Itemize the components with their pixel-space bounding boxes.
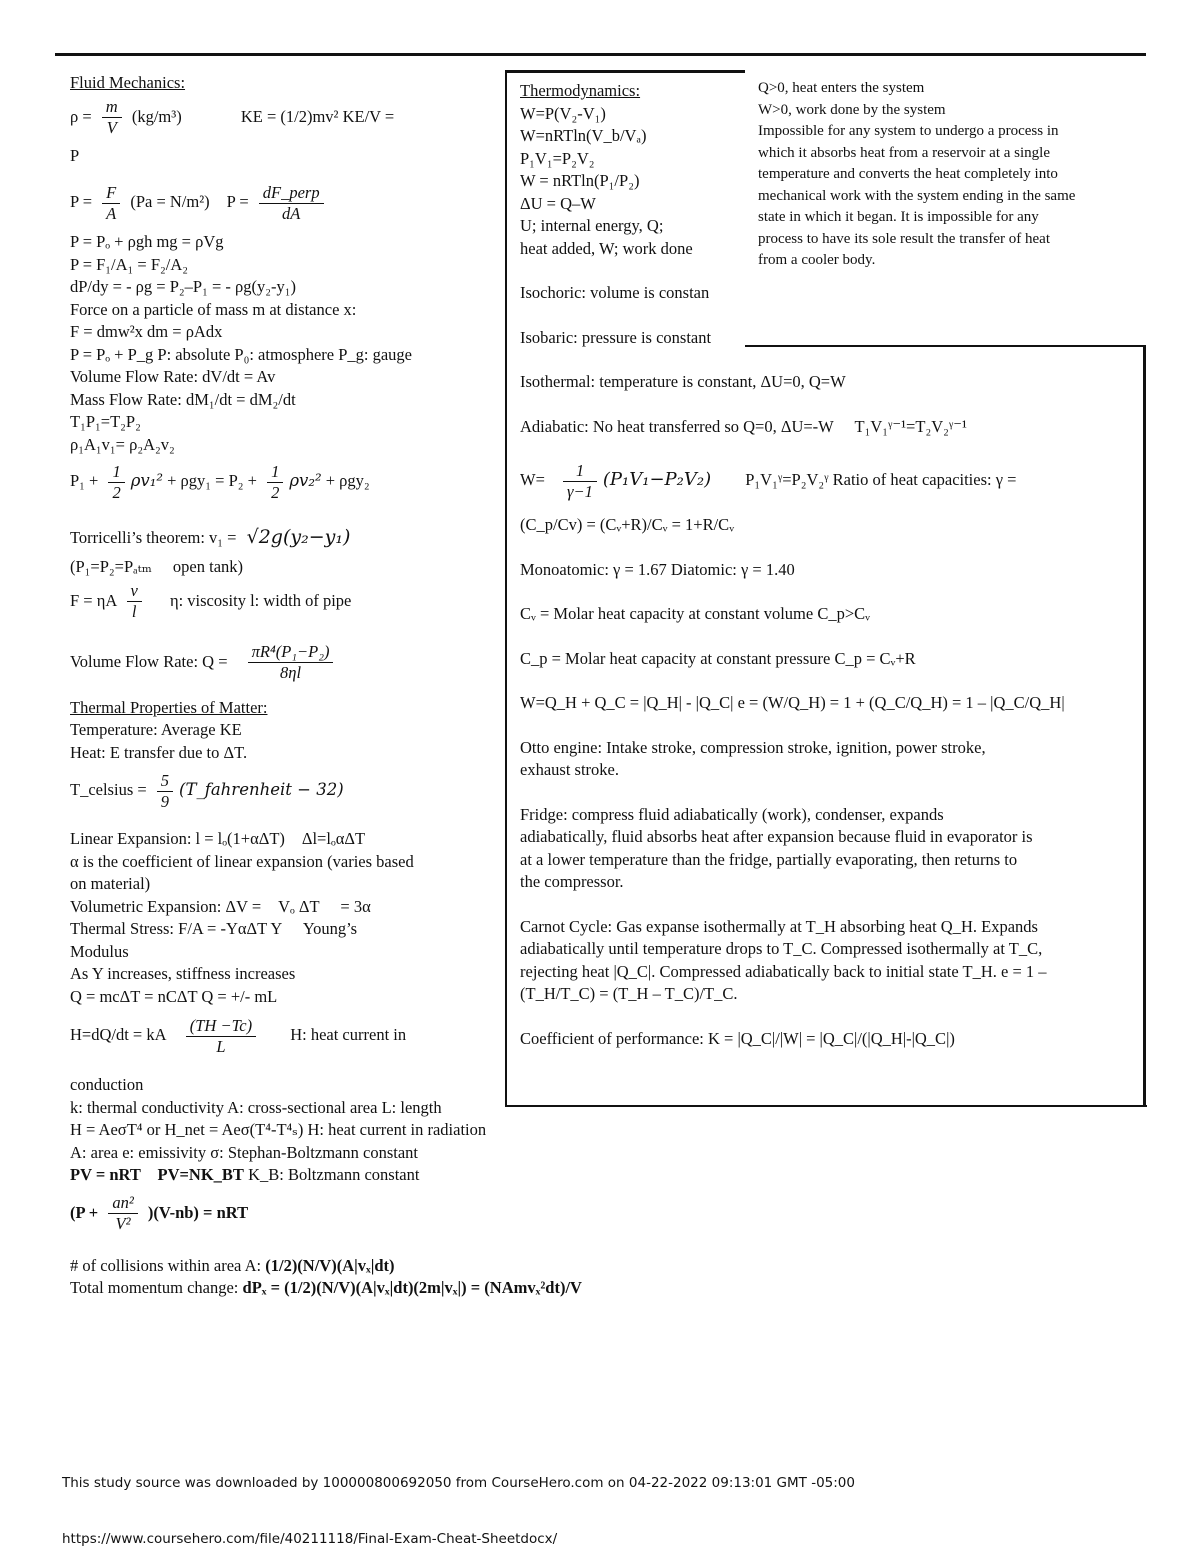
carnot-line-3: (T_H/T_C) = (T_H – T_C)/T_C.	[520, 984, 738, 1003]
otto-line-1: exhaust stroke.	[520, 760, 619, 779]
coefficient-of-performance: Coefficient of performance: K = |Q_C|/|W| = |Q_C|/(|Q_H|-|Q_C|)	[520, 1028, 955, 1048]
density-formula: ρ = $\frac{m}{V}$ (kg/m³) KE = (1/2)mv² KE/V =	[70, 97, 395, 138]
p-line: P	[70, 145, 80, 165]
second-law-note	[758, 78, 1138, 272]
pressure-formula: P = $\frac{F}{A}$ (Pa = N/m²) P = $\frac{\text{dF\_perp}}{dA}$	[70, 173, 500, 231]
collisions-line: # of collisions within area A: (1/2)(N/V)(A|vₓ|dt)	[70, 1255, 395, 1275]
side-note-line-1: W>0, work done by the system	[758, 101, 946, 118]
thermal-line-7: Modulus	[70, 941, 129, 961]
fluid-line-1: P = F₁/A₁ = F₂/A₂	[70, 254, 189, 274]
thermo-heading: Thermodynamics:	[520, 81, 641, 100]
fluid-line-4: F = dmw²x dm = ρAdx	[70, 322, 223, 341]
carnot-line-1: adiabatically until temperature drops to T_C. Compressed isothermally at T_C,	[520, 939, 1043, 958]
top-rule	[55, 53, 1146, 56]
torricelli-theorem: Torricelli’s theorem: v₁ = √2g(y₂−y₁)	[70, 526, 351, 548]
side-note-line-6: state in which it began. It is impossible for any	[758, 209, 1039, 225]
thermal-line-4: on material)	[70, 874, 151, 893]
thermal-heading: Thermal Properties of Matter:	[70, 697, 268, 717]
otto-line-0: Otto engine: Intake stroke, compression stroke, ignition, power stroke,	[520, 737, 986, 757]
fluid-line-2: dP/dy = - ρg = P₂–P₁ = - ρg(y₂-y₁)	[70, 277, 296, 296]
thermal-line-0: Temperature: Average KE	[70, 720, 242, 739]
side-note-line-3: which it absorbs heat from a reservoir at a single	[758, 144, 1050, 161]
fluid-line-6: Volume Flow Rate: dV/dt = Av	[70, 367, 276, 386]
adiabatic-work-formula: W= $\frac{1}{\gamma-1}$ (P₁V₁−P₂V₂) P₁V₁ᵞ=P₂V₂ᵞ Ratio of heat capacities: γ =	[520, 460, 1017, 501]
fluid-line-7: Mass Flow Rate: dM₁/dt = dM₂/dt	[70, 389, 296, 409]
cp-definition: C_p = Molar heat capacity at constant pressure C_p = Cᵥ+R	[520, 648, 916, 668]
fridge-line-0: Fridge: compress fluid adiabatically (work), condenser, expands	[520, 804, 944, 824]
thermal-line-10: conduction	[70, 1075, 144, 1094]
thermo-line-3: W = nRTln(P₁/P₂)	[520, 171, 640, 190]
isothermal-line: Isothermal: temperature is constant, ΔU=0, Q=W	[520, 372, 846, 391]
carnot-line-2: rejecting heat |Q_C|. Compressed adiabatically back to initial state T_H. e = 1 –	[520, 961, 1047, 981]
open-tank-note: (P₁=P₂=Pₐₜₘ open tank)	[70, 557, 227, 576]
cv-definition: Cᵥ = Molar heat capacity at constant volume C_p>Cᵥ	[520, 604, 870, 623]
side-note-line-5: mechanical work with the system ending in the same	[758, 187, 1076, 204]
fridge-line-1: adiabatically, fluid absorbs heat after expansion because fluid in evaporator is	[520, 827, 1033, 846]
thermal-line-11: k: thermal conductivity A: cross-sectional area L: length	[70, 1097, 442, 1117]
fluid-line-0: P = Pₒ + ρgh mg = ρVg	[70, 232, 224, 251]
poiseuille-formula: Volume Flow Rate: Q = $\frac{\text{πR⁴(P₁−P₂)}}{8\eta l}$	[70, 637, 500, 687]
thermal-line-2: Linear Expansion: l = lₒ(1+αΔT) Δl=lₒαΔT	[70, 829, 353, 848]
thermal-line-9: Q = mcΔT = nCΔT Q = +/- mL	[70, 986, 278, 1006]
adiabatic-line: Adiabatic: No heat transferred so Q=0, ΔU=-W T₁V₁ᵞ⁻¹=T₂V₂ᵞ⁻¹	[520, 416, 950, 436]
thermal-line-13: A: area e: emissivity σ: Stephan-Boltzmann constant	[70, 1142, 418, 1162]
thermo-line-6: heat added, W; work done	[520, 238, 693, 258]
isochoric-line: Isochoric: volume is constan	[520, 283, 710, 302]
pressure-derivative-fraction: $\frac{\text{dF\_perp}}{dA}$	[259, 183, 324, 224]
celsius-formula: T_celsius = $\frac{5}{9}$ (T_fahrenheit − 32)	[70, 770, 344, 811]
thermo-box-right-border	[1143, 345, 1146, 1107]
gamma-definition: (C_p/Cv) = (Cᵥ+R)/Cᵥ = 1+R/Cᵥ	[520, 515, 735, 534]
carnot-line-0: Carnot Cycle: Gas expanse isothermally at T_H absorbing heat Q_H. Expands	[520, 916, 1038, 936]
thermo-line-2: P₁V₁=P₂V₂	[520, 148, 595, 168]
side-note-line-0: Q>0, heat enters the system	[758, 80, 925, 96]
isobaric-line: Isobaric: pressure is constant	[520, 327, 712, 347]
download-source-note: This study source was downloaded by 100000800692050 from CourseHero.com on 04-22-2022 09:13:01 GMT -05:00	[62, 1475, 855, 1491]
thermal-line-5: Volumetric Expansion: ΔV = Vₒ ΔT = 3α	[70, 896, 341, 916]
side-note-line-2: Impossible for any system to undergo a process in	[758, 123, 1059, 139]
thermal-line-12: H = AeσT⁴ or H_net = Aeσ(T⁴-T⁴ₛ) H: heat current in radiation	[70, 1120, 487, 1139]
fluid-line-8: T₁P₁=T₂P₂	[70, 412, 141, 431]
pressure-fraction: $\frac{F}{A}$	[102, 183, 120, 224]
thermo-line-0: W=P(V₂-V₁)	[520, 103, 606, 123]
thermo-line-1: W=nRTln(V_b/Vₐ)	[520, 126, 647, 145]
thermal-line-3: α is the coefficient of linear expansion (varies based	[70, 851, 414, 871]
engine-efficiency: W=Q_H + Q_C = |Q_H| - |Q_C| e = (W/Q_H) = 1 + (Q_C/Q_H) = 1 – |Q_C/Q_H|	[520, 693, 1065, 712]
fridge-line-3: the compressor.	[520, 872, 624, 891]
gamma-values: Monoatomic: γ = 1.67 Diatomic: γ = 1.40	[520, 559, 795, 579]
thermal-line-1: Heat: E transfer due to ΔT.	[70, 742, 248, 762]
fluid-line-5: P = Pₒ + P_g P: absolute P₀: atmosphere P_g: gauge	[70, 344, 413, 364]
side-note-line-8: from a cooler body.	[758, 252, 876, 268]
side-note-line-7: process to have its sole result the transfer of heat	[758, 230, 1050, 247]
thermal-line-8: As Y increases, stiffness increases	[70, 964, 296, 983]
fluid-line-9: ρ₁A₁v₁= ρ₂A₂v₂	[70, 434, 175, 454]
side-note-line-4: temperature and converts the heat completely into	[758, 166, 1058, 182]
thermal-line-6: Thermal Stress: F/A = -YαΔT Y Young’s	[70, 919, 340, 938]
van-der-waals-equation: (P + $\frac{\text{an²}}{\text{V²}}$ )(V-nb) = nRT	[70, 1193, 249, 1234]
thermo-line-5: U; internal energy, Q;	[520, 216, 664, 235]
viscosity-formula: F = ηA $\frac{v}{l}$ η: viscosity l: width of pipe	[70, 581, 352, 622]
thermo-line-4: ΔU = Q–W	[520, 193, 596, 213]
density-fraction: $\frac{m}{V}$	[102, 97, 122, 138]
source-url[interactable]: https://www.coursehero.com/file/40211118/Final-Exam-Cheat-Sheetdocx/	[62, 1531, 558, 1547]
fluid-line-3: Force on a particle of mass m at distance x:	[70, 299, 357, 319]
ideal-gas-law: PV = nRT PV=NK_BT K_B: Boltzmann constant	[70, 1165, 407, 1184]
bernoulli-equation: P₁ + $\frac{1}{2}$ ρv₁² + ρgy₁ = P₂ + $\frac{1}{2}$ ρv₂² + ρgy₂	[70, 461, 370, 502]
fridge-line-2: at a lower temperature than the fridge, partially evaporating, then returns to	[520, 849, 1018, 869]
momentum-line: Total momentum change: dPₓ = (1/2)(N/V)(A|vₓ|dt)(2m|vₓ|) = (NAmvₓ²dt)/V	[70, 1278, 582, 1297]
heat-current-formula: H=dQ/dt = kA $\frac{(TH -Tc)}{L}$ H: heat current in	[70, 1015, 407, 1056]
fluid-heading: Fluid Mechanics:	[70, 73, 186, 92]
